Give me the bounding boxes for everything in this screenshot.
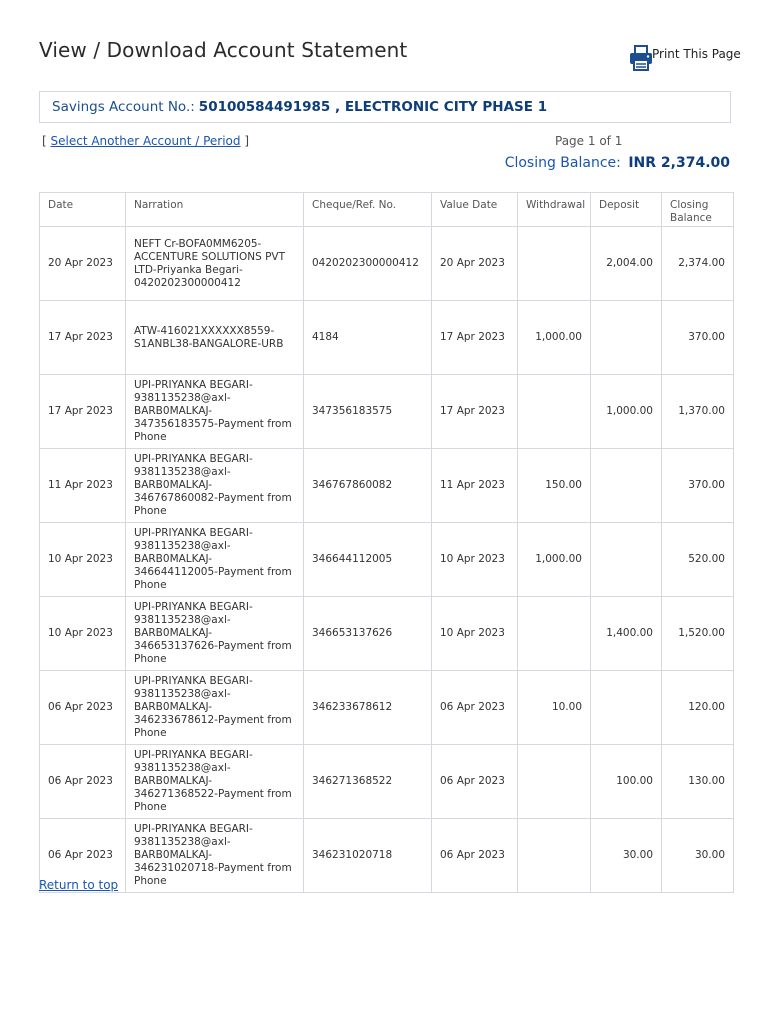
cell-deposit: 100.00 — [591, 745, 662, 819]
column-header-deposit: Deposit — [591, 193, 662, 227]
column-header-value-date: Value Date — [432, 193, 518, 227]
column-header-withdrawal: Withdrawal — [518, 193, 591, 227]
cell-ref: 346231020718 — [304, 819, 432, 893]
cell-narration: ATW-416021XXXXXX8559-S1ANBL38-BANGALORE-URB — [126, 301, 304, 375]
cell-ref: 346767860082 — [304, 449, 432, 523]
cell-withdrawal: 150.00 — [518, 449, 591, 523]
page-indicator: Page 1 of 1 — [555, 134, 623, 148]
cell-withdrawal — [518, 597, 591, 671]
cell-deposit: 1,000.00 — [591, 375, 662, 449]
cell-date: 06 Apr 2023 — [40, 819, 126, 893]
cell-value-date: 17 Apr 2023 — [432, 375, 518, 449]
cell-narration: UPI-PRIYANKA BEGARI-9381135238@axl-BARB0MALKAJ-346271368522-Payment from Phone — [126, 745, 304, 819]
cell-ref: 346644112005 — [304, 523, 432, 597]
table-row — [40, 745, 734, 819]
cell-balance: 130.00 — [662, 745, 734, 819]
cell-narration: UPI-PRIYANKA BEGARI-9381135238@axl-BARB0MALKAJ-346231020718-Payment from Phone — [126, 819, 304, 893]
table-row — [40, 301, 734, 375]
cell-withdrawal: 10.00 — [518, 671, 591, 745]
closing-balance — [505, 155, 730, 171]
cell-balance: 1,520.00 — [662, 597, 734, 671]
cell-date: 17 Apr 2023 — [40, 375, 126, 449]
cell-value-date: 10 Apr 2023 — [432, 597, 518, 671]
return-to-top-link[interactable]: Return to top — [39, 878, 119, 892]
column-header-closing-balance: Closing Balance — [662, 193, 734, 227]
cell-ref: 346653137626 — [304, 597, 432, 671]
cell-withdrawal — [518, 819, 591, 893]
account-number-value: 50100584491985 , ELECTRONIC CITY PHASE 1 — [198, 99, 548, 115]
cell-narration: UPI-PRIYANKA BEGARI-9381135238@axl-BARB0MALKAJ-346644112005-Payment from Phone — [126, 523, 304, 597]
print-page-label: Print This Page — [652, 47, 741, 61]
select-account-line — [42, 134, 249, 148]
cell-date: 20 Apr 2023 — [40, 227, 126, 301]
cell-deposit: 30.00 — [591, 819, 662, 893]
account-label: Savings Account No.: — [52, 99, 195, 115]
closing-balance-label: Closing Balance: — [504, 155, 621, 171]
cell-value-date: 17 Apr 2023 — [432, 301, 518, 375]
cell-value-date: 20 Apr 2023 — [432, 227, 518, 301]
cell-date: 06 Apr 2023 — [40, 745, 126, 819]
table-row — [40, 227, 734, 301]
closing-balance-value: INR 2,374.00 — [628, 155, 730, 171]
table-header-row — [40, 193, 734, 227]
cell-deposit — [591, 301, 662, 375]
cell-narration: UPI-PRIYANKA BEGARI-9381135238@axl-BARB0MALKAJ-347356183575-Payment from Phone — [126, 375, 304, 449]
cell-narration: UPI-PRIYANKA BEGARI-9381135238@axl-BARB0MALKAJ-346233678612-Payment from Phone — [126, 671, 304, 745]
cell-ref: 346233678612 — [304, 671, 432, 745]
cell-deposit — [591, 671, 662, 745]
column-header-ref: Cheque/Ref. No. — [304, 193, 432, 227]
cell-withdrawal — [518, 375, 591, 449]
account-summary-box — [39, 91, 731, 123]
cell-date: 10 Apr 2023 — [40, 523, 126, 597]
select-another-account-link[interactable]: Select Another Account / Period — [50, 134, 241, 148]
cell-withdrawal: 1,000.00 — [518, 301, 591, 375]
cell-value-date: 10 Apr 2023 — [432, 523, 518, 597]
cell-withdrawal — [518, 745, 591, 819]
cell-balance: 120.00 — [662, 671, 734, 745]
cell-withdrawal: 1,000.00 — [518, 523, 591, 597]
cell-balance: 30.00 — [662, 819, 734, 893]
cell-date: 17 Apr 2023 — [40, 301, 126, 375]
cell-date: 10 Apr 2023 — [40, 597, 126, 671]
cell-value-date: 06 Apr 2023 — [432, 671, 518, 745]
select-bracket-close: ] — [244, 134, 250, 148]
table-row — [40, 671, 734, 745]
cell-value-date: 06 Apr 2023 — [432, 819, 518, 893]
cell-deposit — [591, 523, 662, 597]
table-row — [40, 375, 734, 449]
table-row — [40, 597, 734, 671]
statement-table — [39, 192, 734, 893]
cell-balance: 2,374.00 — [662, 227, 734, 301]
select-bracket-open: [ — [42, 134, 47, 148]
column-header-narration: Narration — [126, 193, 304, 227]
table-row — [40, 819, 734, 893]
table-row — [40, 449, 734, 523]
cell-balance: 1,370.00 — [662, 375, 734, 449]
cell-balance: 520.00 — [662, 523, 734, 597]
printer-icon — [628, 44, 654, 72]
page-title: View / Download Account Statement — [39, 38, 408, 62]
cell-deposit — [591, 449, 662, 523]
cell-balance: 370.00 — [662, 301, 734, 375]
cell-ref: 347356183575 — [304, 375, 432, 449]
cell-deposit: 2,004.00 — [591, 227, 662, 301]
cell-balance: 370.00 — [662, 449, 734, 523]
cell-value-date: 11 Apr 2023 — [432, 449, 518, 523]
cell-date: 06 Apr 2023 — [40, 671, 126, 745]
table-row — [40, 523, 734, 597]
cell-ref: 0420202300000412 — [304, 227, 432, 301]
cell-deposit: 1,400.00 — [591, 597, 662, 671]
cell-narration: NEFT Cr-BOFA0MM6205-ACCENTURE SOLUTIONS PVT LTD-Priyanka Begari-0420202300000412 — [126, 227, 304, 301]
column-header-date: Date — [40, 193, 126, 227]
cell-ref: 4184 — [304, 301, 432, 375]
cell-withdrawal — [518, 227, 591, 301]
cell-narration: UPI-PRIYANKA BEGARI-9381135238@axl-BARB0MALKAJ-346767860082-Payment from Phone — [126, 449, 304, 523]
cell-value-date: 06 Apr 2023 — [432, 745, 518, 819]
print-page-button[interactable] — [628, 44, 741, 74]
cell-ref: 346271368522 — [304, 745, 432, 819]
cell-narration: UPI-PRIYANKA BEGARI-9381135238@axl-BARB0MALKAJ-346653137626-Payment from Phone — [126, 597, 304, 671]
cell-date: 11 Apr 2023 — [40, 449, 126, 523]
